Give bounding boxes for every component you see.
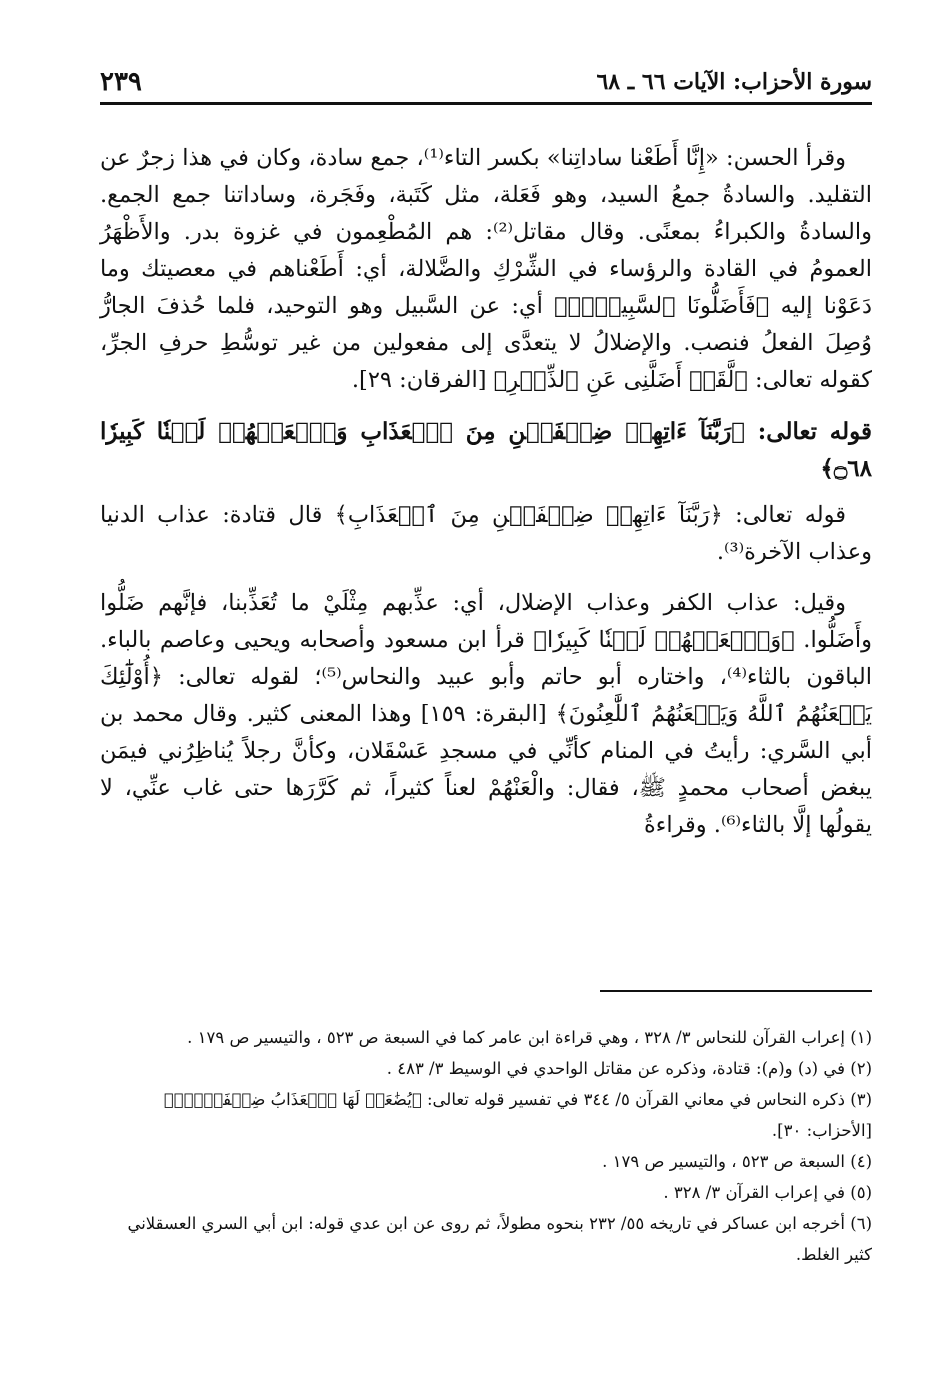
running-title: سورة الأحزاب: الآيات ٦٦ ـ ٦٨ — [596, 69, 872, 95]
verse-heading: قوله تعالى: ﴿رَبَّنَآ ءَاتِهِمۡ ضِعۡفَيۡنِ مِنَ ٱلۡعَذَابِ وَٱلۡعَنۡهُمۡ لَعۡنٗا كَبِيرٗا ۝٦٨﴾ — [100, 418, 872, 482]
paragraph-1: وقرأ الحسن: «إِنَّا أَطَعْنا ساداتِنا» بكسر التاء⁽¹⁾، جمع سادة، وكان في هذا زجرٌ عن التقليد. والسادةُ جمعُ السيد، وهو فَعَلة، مثل كَتَبة، وفَجَرة، وساداتنا جمع الجمع. والسادةُ والكبراءُ بمعنًى. وقال مقاتل⁽²⁾: هم المُطْعِمون في غزوة بدر. والأَظْهَرُ العمومُ في القادة والرؤساء في الشِّرْكِ والضَّلالة، أي: أَطَعْناهم في معصيتك وما دَعَوْنا إليه ﴿فَأَضَلُّونَا ٱلسَّبِيلَا۠﴾ أي: عن السَّبيل وهو التوحيد، فلما حُذفَ الجارُّ وُصِلَ الفعلُ فنصب. والإضلالُ لا يتعدَّى إلى مفعولين من غير توسُّطِ حرفِ الجرِّ، كقوله تعالى: ﴿لَّقَدۡ أَضَلَّنِى عَنِ ٱلذِّكۡرِ﴾ [الفرقان: ٢٩]. — [100, 145, 872, 393]
page-number: ٢٣٩ — [100, 67, 142, 97]
paragraph-2: قوله تعالى: ﴿رَبَّنَآ ءَاتِهِمۡ ضِعۡفَيۡنِ مِنَ ٱلۡعَذَابِ﴾ قال قتادة: عذاب الدنيا وعذاب الآخرة⁽³⁾. — [100, 502, 872, 565]
page-header — [100, 62, 872, 105]
footnote-4: (٤) السبعة ص ٥٢٣ ، والتيسير ص ١٧٩ . — [602, 1152, 872, 1171]
main-text — [100, 140, 872, 844]
footnote-3: (٣) ذكره النحاس في معاني القرآن ٥/ ٣٤٤ في تفسير قوله تعالى: ﴿يُضَٰعَفۡ لَهَا ٱلۡعَذَابُ ضِعۡفَيۡنِۚ﴾ [الأحزاب: ٣٠]. — [163, 1090, 872, 1140]
footnote-1: (١) إعراب القرآن للنحاس ٣/ ٣٢٨ ، وهي قراءة ابن عامر كما في السبعة ص ٥٢٣ ، والتيسير ص ١٧٩ . — [187, 1028, 872, 1047]
footnote-6: (٦) أخرجه ابن عساكر في تاريخه ٥٥/ ٢٣٢ بنحوه مطولاً، ثم روى عن ابن عدي قوله: ابن أبي السري العسقلاني كثير الغلط. — [127, 1214, 872, 1264]
footnotes — [100, 1022, 872, 1270]
paragraph-3: وقيل: عذاب الكفر وعذاب الإضلال، أي: عذِّبهم مِثْلَيْ ما تُعَذِّبنا، فإنَّهم ضَلُّوا وأَضَلُّوا. ﴿وَٱلۡعَنۡهُمۡ لَعۡنٗا كَبِيرٗا﴾ قرأ ابن مسعود وأصحابه ويحيى وعاصم بالباء. الباقون بالثاء⁽⁴⁾، واختاره أبو حاتم وأبو عبيد والنحاس⁽⁵⁾؛ لقوله تعالى: ﴿أُوْلَٰٓئِكَ يَلۡعَنُهُمُ ٱللَّهُ وَيَلۡعَنُهُمُ ٱللَّٰعِنُونَ﴾ [البقرة: ١٥٩] وهذا المعنى كثير. وقال محمد بن أبي السَّري: رأيتُ في المنام كأنِّي في مسجدِ عَسْقَلان، وكأنَّ رجلاً يُناظِرُني فيمَن يبغض أصحاب محمدٍ ﷺ، فقال: والْعَنْهُمْ لعناً كثيراً، ثم كَرَّرَها حتى غاب عنِّي، لا يقولُها إلَّا بالثاء⁽⁶⁾. وقراءةُ — [100, 590, 872, 838]
footnote-5: (٥) في إعراب القرآن ٣/ ٣٢٨ . — [663, 1183, 872, 1202]
footnote-divider — [600, 990, 872, 992]
footnote-2: (٢) في (د) و(م): قتادة، وذكره عن مقاتل الواحدي في الوسيط ٣/ ٤٨٣ . — [386, 1059, 872, 1078]
